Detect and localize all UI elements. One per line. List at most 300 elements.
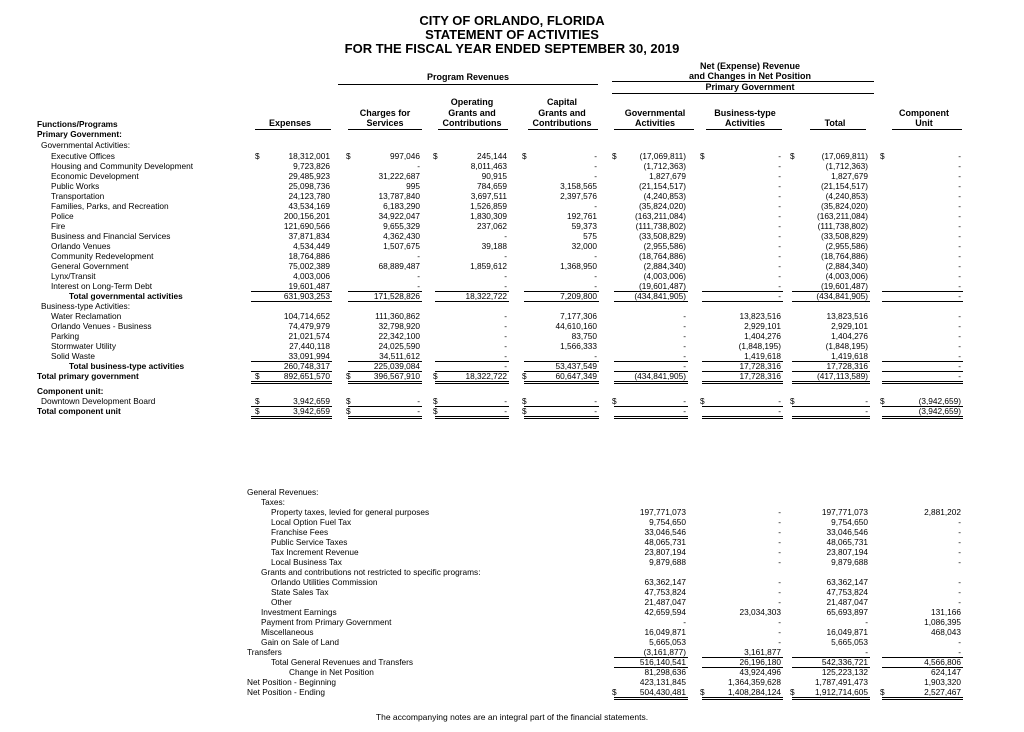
- cell-cu: -: [958, 537, 961, 547]
- cell-chg: 9,655,329: [383, 221, 420, 231]
- cell-cu: 1,903,320: [924, 677, 961, 687]
- cell-tot: 1,419,618: [831, 351, 868, 361]
- dollar-sign: $: [522, 396, 527, 406]
- total-rule: [251, 416, 332, 419]
- cell-cu: -: [958, 527, 961, 537]
- cell-cu: -: [958, 231, 961, 241]
- report-title-city: CITY OF ORLANDO, FLORIDA: [419, 13, 605, 28]
- cell-gov: 21,487,047: [644, 597, 686, 607]
- cell-cu: -: [958, 547, 961, 557]
- cell-exp: 21,021,574: [288, 331, 330, 341]
- cell-cap: -: [594, 251, 597, 261]
- header-primary-government: Primary Government: [705, 82, 795, 92]
- cell-cu: -: [958, 251, 961, 261]
- cell-op: -: [504, 361, 507, 371]
- total-rule: [524, 406, 599, 407]
- dollar-sign: $: [612, 687, 617, 697]
- cell-gov: 63,362,147: [644, 577, 686, 587]
- cell-cu: (3,942,659): [918, 396, 961, 406]
- cell-tot: 17,728,316: [826, 361, 868, 371]
- cell-tot: 5,665,053: [831, 637, 868, 647]
- cell-chg: 34,922,047: [378, 211, 420, 221]
- cell-op: 784,659: [477, 181, 507, 191]
- cell-bus: -: [778, 211, 781, 221]
- cell-cu: -: [958, 517, 961, 527]
- cell-bus: 1,364,359,628: [727, 677, 781, 687]
- cell-tot: 47,753,824: [826, 587, 868, 597]
- dollar-sign: $: [612, 151, 617, 161]
- cell-cu: 624,147: [931, 667, 961, 677]
- col-component-2: Unit: [915, 118, 933, 128]
- cell-bus: -: [778, 261, 781, 271]
- row-label: State Sales Tax: [271, 587, 329, 597]
- cell-exp: 75,002,389: [288, 261, 330, 271]
- row-label: Public Works: [51, 181, 100, 191]
- col-business-2: Activities: [724, 118, 766, 128]
- dollar-sign: $: [522, 371, 527, 381]
- cell-cu: -: [958, 577, 961, 587]
- total-rule: [614, 301, 688, 302]
- cell-cu: -: [958, 291, 961, 301]
- cell-cap: 7,209,800: [560, 291, 597, 301]
- cell-op: 3,697,511: [470, 191, 507, 201]
- cell-gov: -: [683, 361, 686, 371]
- cell-op: 90,915: [481, 171, 507, 181]
- cell-gov: (18,764,886): [638, 251, 686, 261]
- cell-chg: 225,039,084: [373, 361, 420, 371]
- cell-chg: 1,507,675: [383, 241, 420, 251]
- cell-tot: -: [865, 406, 868, 416]
- cell-chg: -: [417, 406, 420, 416]
- cell-exp: 29,485,923: [288, 171, 330, 181]
- cell-tot: 1,787,491,473: [814, 677, 868, 687]
- cell-chg: 997,046: [390, 151, 420, 161]
- footnote: The accompanying notes are an integral part of the financial statements.: [375, 712, 649, 722]
- cell-gov: 9,879,688: [649, 557, 686, 567]
- cell-tot: 2,929,101: [831, 321, 868, 331]
- cell-cu: -: [958, 151, 961, 161]
- label-functions-programs: Functions/Programs: [37, 119, 118, 129]
- cell-cap: -: [594, 161, 597, 171]
- report-title-period: FOR THE FISCAL YEAR ENDED SEPTEMBER 30, 2019: [344, 41, 680, 56]
- cell-op: 1,859,612: [470, 261, 507, 271]
- col-rule: [255, 129, 331, 130]
- row-label: Total General Revenues and Transfers: [271, 657, 414, 667]
- cell-chg: 31,222,687: [378, 171, 420, 181]
- label-primary-government: Primary Government:: [37, 129, 122, 139]
- col-rule: [528, 129, 598, 130]
- row-label: Orlando Venues - Business: [51, 321, 152, 331]
- cell-tot: 65,693,897: [826, 607, 868, 617]
- cell-tot: 63,362,147: [826, 577, 868, 587]
- cell-cap: -: [594, 406, 597, 416]
- total-rule: [882, 381, 963, 384]
- row-label: Net Position - Beginning: [247, 677, 337, 687]
- row-label: Families, Parks, and Recreation: [51, 201, 169, 211]
- total-rule: [702, 381, 783, 384]
- cell-bus: -: [778, 396, 781, 406]
- cell-cap: 7,177,306: [560, 311, 597, 321]
- total-rule: [435, 381, 509, 384]
- cell-gov: (1,712,363): [643, 161, 686, 171]
- cell-gov: -: [683, 331, 686, 341]
- cell-gov: (434,841,905): [634, 291, 686, 301]
- cell-tot: 125,223,132: [821, 667, 868, 677]
- row-label: Fire: [51, 221, 66, 231]
- cell-gov: 48,065,731: [644, 537, 686, 547]
- cell-exp: 18,764,886: [288, 251, 330, 261]
- dollar-sign: $: [255, 151, 260, 161]
- cell-gov: (163,211,084): [634, 211, 686, 221]
- cell-cu: -: [958, 597, 961, 607]
- cell-cap: 60,647,349: [555, 371, 597, 381]
- dollar-sign: $: [433, 151, 438, 161]
- cell-op: 245,144: [477, 151, 507, 161]
- label-component-unit: Component unit:: [37, 386, 104, 396]
- cell-cu: 131,166: [931, 607, 961, 617]
- row-label-ddb: Downtown Development Board: [41, 396, 156, 406]
- cell-chg: -: [417, 271, 420, 281]
- row-label: Other: [271, 597, 292, 607]
- header-net-revenue-2: and Changes in Net Position: [688, 71, 811, 81]
- total-rule: [882, 697, 963, 700]
- total-rule: [792, 416, 870, 419]
- cell-cap: -: [594, 271, 597, 281]
- total-rule: [792, 381, 870, 384]
- cell-tot: -: [865, 647, 868, 657]
- total-rule: [882, 301, 963, 302]
- label-taxes: Taxes:: [261, 497, 285, 507]
- total-rule: [614, 361, 688, 362]
- cell-gov: 42,659,594: [644, 607, 686, 617]
- row-label: Business and Financial Services: [51, 231, 171, 241]
- cell-op: -: [504, 271, 507, 281]
- cell-gov: 47,753,824: [644, 587, 686, 597]
- cell-tot: (1,712,363): [825, 161, 868, 171]
- cell-op: -: [504, 406, 507, 416]
- label-grants-heading: Grants and contributions not restricted to specific programs:: [261, 567, 481, 577]
- total-rule: [882, 371, 963, 372]
- label-general-revenues: General Revenues:: [247, 487, 319, 497]
- total-rule: [524, 301, 599, 302]
- total-rule: [702, 406, 783, 407]
- cell-bus: -: [778, 291, 781, 301]
- row-label: Tax Increment Revenue: [271, 547, 359, 557]
- cell-cu: 2,881,202: [924, 507, 961, 517]
- cell-op: -: [504, 351, 507, 361]
- cell-tot: 13,823,516: [826, 311, 868, 321]
- header-rule-program: [338, 84, 598, 85]
- cell-cu: -: [958, 241, 961, 251]
- cell-tot: 48,065,731: [826, 537, 868, 547]
- cell-cu: -: [958, 331, 961, 341]
- report-title-statement: STATEMENT OF ACTIVITIES: [425, 27, 599, 42]
- cell-exp: 25,098,736: [288, 181, 330, 191]
- cell-chg: 6,183,290: [383, 201, 420, 211]
- dollar-sign: $: [880, 687, 885, 697]
- cell-op: -: [504, 321, 507, 331]
- row-label: Housing and Community Development: [51, 161, 194, 171]
- col-total: Total: [824, 118, 846, 128]
- cell-exp: 104,714,652: [283, 311, 330, 321]
- row-label: Lynx/Transit: [51, 271, 96, 281]
- dollar-sign: $: [522, 151, 527, 161]
- cell-cap: -: [594, 201, 597, 211]
- cell-chg: 34,511,612: [379, 351, 420, 361]
- row-label: Orlando Utilities Commission: [271, 577, 378, 587]
- cell-tot: (21,154,517): [820, 181, 868, 191]
- cell-op: -: [504, 281, 507, 291]
- cell-gov: 1,827,679: [649, 171, 686, 181]
- cell-op: 18,322,722: [465, 291, 507, 301]
- cell-exp: 27,440,118: [289, 341, 330, 351]
- cell-cu: -: [958, 647, 961, 657]
- cell-cap: -: [594, 281, 597, 291]
- cell-bus: -: [778, 181, 781, 191]
- cell-bus: -: [778, 617, 781, 627]
- row-label: Franchise Fees: [271, 527, 329, 537]
- cell-tot: (17,069,811): [821, 151, 868, 161]
- cell-tot: (434,841,905): [816, 291, 868, 301]
- cell-chg: 111,360,862: [375, 311, 420, 321]
- row-label: Local Option Fuel Tax: [271, 517, 352, 527]
- row-label: Net Position - Ending: [247, 687, 325, 697]
- cell-bus: -: [778, 151, 781, 161]
- cell-tot: 197,771,073: [821, 507, 868, 517]
- col-rule: [706, 129, 782, 130]
- cell-gov: (17,069,811): [639, 151, 686, 161]
- cell-tot: -: [865, 396, 868, 406]
- cell-chg: 171,528,826: [373, 291, 420, 301]
- cell-tot: 542,336,721: [821, 657, 868, 667]
- cell-op: 39,188: [481, 241, 507, 251]
- cell-exp: 4,534,449: [293, 241, 330, 251]
- cell-bus: 23,034,303: [739, 607, 781, 617]
- cell-cap: -: [594, 396, 597, 406]
- cell-cu: 1,086,395: [924, 617, 961, 627]
- cell-cap: -: [594, 151, 597, 161]
- dollar-sign: $: [255, 406, 260, 416]
- dollar-sign: $: [346, 371, 351, 381]
- cell-bus: -: [778, 251, 781, 261]
- row-label: Payment from Primary Government: [261, 617, 392, 627]
- total-rule: [882, 361, 963, 362]
- col-capital-1: Capital: [546, 97, 577, 107]
- col-charges-1: Charges for: [359, 108, 411, 118]
- row-label: Executive Offices: [51, 151, 115, 161]
- cell-bus: -: [778, 627, 781, 637]
- cell-cap: -: [594, 351, 597, 361]
- total-rule: [792, 406, 870, 407]
- row-label-total-component: Total component unit: [37, 406, 121, 416]
- cell-op: 237,062: [477, 221, 507, 231]
- row-label: Investment Earnings: [261, 607, 337, 617]
- cell-op: -: [504, 341, 507, 351]
- cell-gov: (434,841,905): [634, 371, 686, 381]
- dollar-sign: $: [346, 151, 351, 161]
- cell-tot: (18,764,886): [820, 251, 868, 261]
- total-rule: [882, 416, 963, 419]
- cell-cap: 83,750: [571, 331, 597, 341]
- cell-bus: -: [778, 191, 781, 201]
- cell-gov: 9,754,650: [649, 517, 686, 527]
- cell-gov: (2,955,586): [643, 241, 686, 251]
- total-rule: [702, 416, 783, 419]
- total-rule: [702, 301, 783, 302]
- cell-cap: 1,368,950: [560, 261, 597, 271]
- cell-exp: 121,690,566: [283, 221, 330, 231]
- cell-exp: 24,123,780: [288, 191, 330, 201]
- cell-tot: 9,879,688: [831, 557, 868, 567]
- cell-cu: -: [958, 171, 961, 181]
- cell-gov: -: [683, 617, 686, 627]
- cell-cu: 468,043: [931, 627, 961, 637]
- cell-chg: -: [417, 281, 420, 291]
- cell-cu: -: [958, 281, 961, 291]
- cell-tot: (2,884,340): [825, 261, 868, 271]
- cell-cu: 4,566,806: [924, 657, 961, 667]
- total-rule: [348, 381, 422, 384]
- dollar-sign: $: [880, 151, 885, 161]
- cell-bus: -: [778, 161, 781, 171]
- cell-gov: -: [683, 396, 686, 406]
- cell-chg: 32,798,920: [378, 321, 420, 331]
- cell-tot: (4,240,853): [825, 191, 868, 201]
- col-business-1: Business-type: [714, 108, 776, 118]
- cell-gov: 516,140,541: [639, 657, 686, 667]
- dollar-sign: $: [612, 396, 617, 406]
- cell-bus: -: [778, 406, 781, 416]
- cell-tot: 9,754,650: [831, 517, 868, 527]
- cell-gov: 504,430,481: [639, 687, 686, 697]
- cell-tot: (4,003,006): [825, 271, 868, 281]
- cell-cu: (3,942,659): [918, 406, 961, 416]
- cell-exp: 200,156,201: [283, 211, 330, 221]
- cell-tot: (19,601,487): [820, 281, 868, 291]
- total-rule: [348, 416, 422, 419]
- col-capital-3: Contributions: [532, 118, 592, 128]
- dollar-sign: $: [790, 151, 795, 161]
- total-rule: [614, 416, 688, 419]
- cell-tot: (1,848,195): [825, 341, 868, 351]
- row-label-total-primary: Total primary government: [37, 371, 139, 381]
- cell-gov: (2,884,340): [643, 261, 686, 271]
- total-rule: [614, 381, 688, 384]
- dollar-sign: $: [700, 687, 705, 697]
- total-rule: [702, 291, 783, 292]
- cell-bus: -: [778, 527, 781, 537]
- cell-bus: -: [778, 587, 781, 597]
- cell-cu: -: [958, 201, 961, 211]
- cell-exp: 3,942,659: [293, 396, 330, 406]
- cell-tot: 1,827,679: [831, 171, 868, 181]
- cell-bus: -: [778, 171, 781, 181]
- row-label: General Government: [51, 261, 129, 271]
- cell-cap: 53,437,549: [555, 361, 597, 371]
- cell-chg: -: [417, 161, 420, 171]
- cell-gov: (3,161,877): [643, 647, 686, 657]
- total-rule: [348, 406, 422, 407]
- dollar-sign: $: [346, 396, 351, 406]
- dollar-sign: $: [433, 371, 438, 381]
- row-label: Transportation: [51, 191, 105, 201]
- cell-cap: -: [594, 171, 597, 181]
- row-label: Economic Development: [51, 171, 139, 181]
- cell-op: -: [504, 231, 507, 241]
- row-label: Change in Net Position: [289, 667, 374, 677]
- cell-op: 8,011,463: [470, 161, 507, 171]
- cell-exp: 892,651,570: [283, 371, 330, 381]
- dollar-sign: $: [700, 396, 705, 406]
- cell-gov: -: [683, 321, 686, 331]
- cell-bus: 2,929,101: [744, 321, 781, 331]
- label-governmental-activities: Governmental Activities:: [41, 140, 130, 150]
- cell-bus: -: [778, 507, 781, 517]
- dollar-sign: $: [522, 406, 527, 416]
- cell-chg: 22,342,100: [378, 331, 420, 341]
- cell-cap: 192,761: [567, 211, 597, 221]
- total-rule: [702, 697, 783, 700]
- row-label: Solid Waste: [51, 351, 95, 361]
- cell-bus: -: [778, 241, 781, 251]
- row-label: Orlando Venues: [51, 241, 111, 251]
- cell-cu: -: [958, 637, 961, 647]
- total-rule: [435, 416, 509, 419]
- cell-gov: -: [683, 341, 686, 351]
- col-governmental-2: Activities: [634, 118, 676, 128]
- cell-chg: -: [417, 251, 420, 261]
- cell-tot: 23,807,194: [826, 547, 868, 557]
- cell-gov: (4,240,853): [643, 191, 686, 201]
- col-rule: [348, 129, 422, 130]
- col-operating-2: Grants and: [448, 108, 496, 118]
- cell-exp: 18,312,001: [288, 151, 330, 161]
- cell-cap: 44,610,160: [555, 321, 597, 331]
- cell-chg: -: [417, 396, 420, 406]
- cell-gov: 197,771,073: [639, 507, 686, 517]
- cell-op: -: [504, 396, 507, 406]
- cell-cu: -: [958, 191, 961, 201]
- header-rule-net-top: [612, 81, 874, 82]
- label-business-type-activities: Business-type Activities:: [41, 301, 130, 311]
- total-rule: [251, 301, 332, 302]
- total-rule: [882, 291, 963, 292]
- row-label: Gain on Sale of Land: [261, 637, 339, 647]
- cell-op: -: [504, 311, 507, 321]
- cell-exp: 4,003,006: [293, 271, 330, 281]
- row-label: Miscellaneous: [261, 627, 314, 637]
- total-rule: [435, 361, 509, 362]
- cell-exp: 631,903,253: [283, 291, 330, 301]
- col-rule: [438, 129, 508, 130]
- cell-exp: 260,748,317: [283, 361, 330, 371]
- cell-cu: 2,527,467: [924, 687, 961, 697]
- row-label: Property taxes, levied for general purposes: [271, 507, 430, 517]
- cell-cu: -: [958, 311, 961, 321]
- dollar-sign: $: [346, 406, 351, 416]
- row-label-total-governmental: Total governmental activities: [69, 291, 183, 301]
- cell-op: -: [504, 331, 507, 341]
- total-rule: [524, 416, 599, 419]
- cell-cap: 32,000: [571, 241, 597, 251]
- dollar-sign: $: [255, 371, 260, 381]
- cell-cu: -: [958, 371, 961, 381]
- dollar-sign: $: [790, 396, 795, 406]
- cell-chg: 396,567,910: [373, 371, 420, 381]
- cell-tot: 1,912,714,605: [814, 687, 868, 697]
- cell-cu: -: [958, 341, 961, 351]
- cell-cap: 59,373: [571, 221, 597, 231]
